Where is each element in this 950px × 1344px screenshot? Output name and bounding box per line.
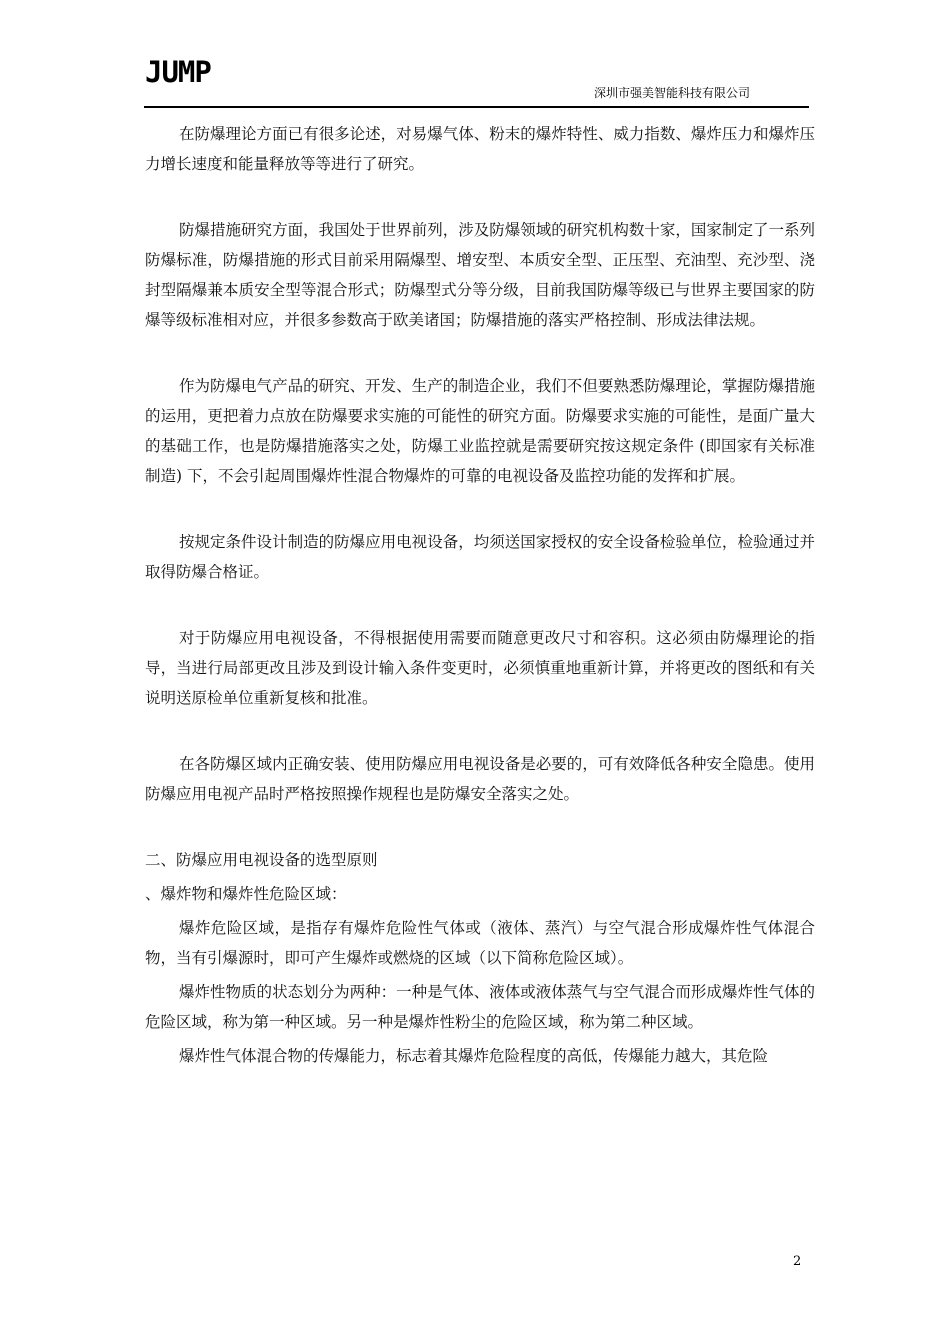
section-heading: 二、防爆应用电视设备的选型原则 [145,851,378,869]
paragraph-enterprise: 作为防爆电气产品的研究、开发、生产的制造企业，我们不但要熟悉防爆理论，掌握防爆措施的运用，更把着力点放在防爆要求实施的可能性的研究方面。防爆要求实施的可能性，是面广量大的基础工作，也是防爆措施落实之处，防爆工业监控就是需要研究按这规定条件 (即国家有关标准制造) 下，不会引起周围爆炸性混合物爆炸的可靠的电视设备及监控功能的发挥和扩展。 [145,377,815,485]
document-body [145,119,815,1071]
paragraph-propagation: 爆炸性气体混合物的传爆能力，标志着其爆炸危险程度的高低，传爆能力越大，其危险 [179,1047,769,1065]
paragraph-modification: 对于防爆应用电视设备，不得根据使用需要而随意更改尺寸和容积。这必须由防爆理论的指导，当进行局部更改且涉及到设计输入条件变更时，必须慎重地重新计算，并将更改的图纸和有关说明送原检单位重新复核和批准。 [145,629,815,707]
subsection-heading: 、爆炸物和爆炸性危险区域： [145,885,347,903]
company-name: 深圳市强美智能科技有限公司 [593,86,750,100]
header-divider [144,106,809,108]
paragraph-certification: 按规定条件设计制造的防爆应用电视设备，均须送国家授权的安全设备检验单位，检验通过并取得防爆合格证。 [145,533,815,581]
company-logo: JUMP [145,55,211,89]
page-number: 2 [793,1254,802,1269]
paragraph-hazard-area: 爆炸危险区域，是指存有爆炸危险性气体或（液体、蒸汽）与空气混合形成爆炸性气体混合物，当有引爆源时，即可产生爆炸或燃烧的区域（以下简称危险区域）。 [145,919,815,967]
paragraph-measures: 防爆措施研究方面，我国处于世界前列，涉及防爆领域的研究机构数十家，国家制定了一系列防爆标准，防爆措施的形式目前采用隔爆型、增安型、本质安全型、正压型、充油型、充沙型、浇封型隔爆兼本质安全型等混合形式；防爆型式分等分级，目前我国防爆等级已与世界主要国家的防爆等级标准相对应，并很多参数高于欧美诸国；防爆措施的落实严格控制、形成法律法规。 [145,221,815,329]
paragraph-installation: 在各防爆区域内正确安装、使用防爆应用电视设备是必要的，可有效降低各种安全隐患。使用防爆应用电视产品时严格按照操作规程也是防爆安全落实之处。 [145,755,815,803]
paragraph-theory: 在防爆理论方面已有很多论述，对易爆气体、粉末的爆炸特性、威力指数、爆炸压力和爆炸压力增长速度和能量释放等等进行了研究。 [145,125,815,173]
paragraph-substance-state: 爆炸性物质的状态划分为两种：一种是气体、液体或液体蒸气与空气混合而形成爆炸性气体的危险区域，称为第一种区域。另一种是爆炸性粉尘的危险区域，称为第二种区域。 [145,983,815,1031]
